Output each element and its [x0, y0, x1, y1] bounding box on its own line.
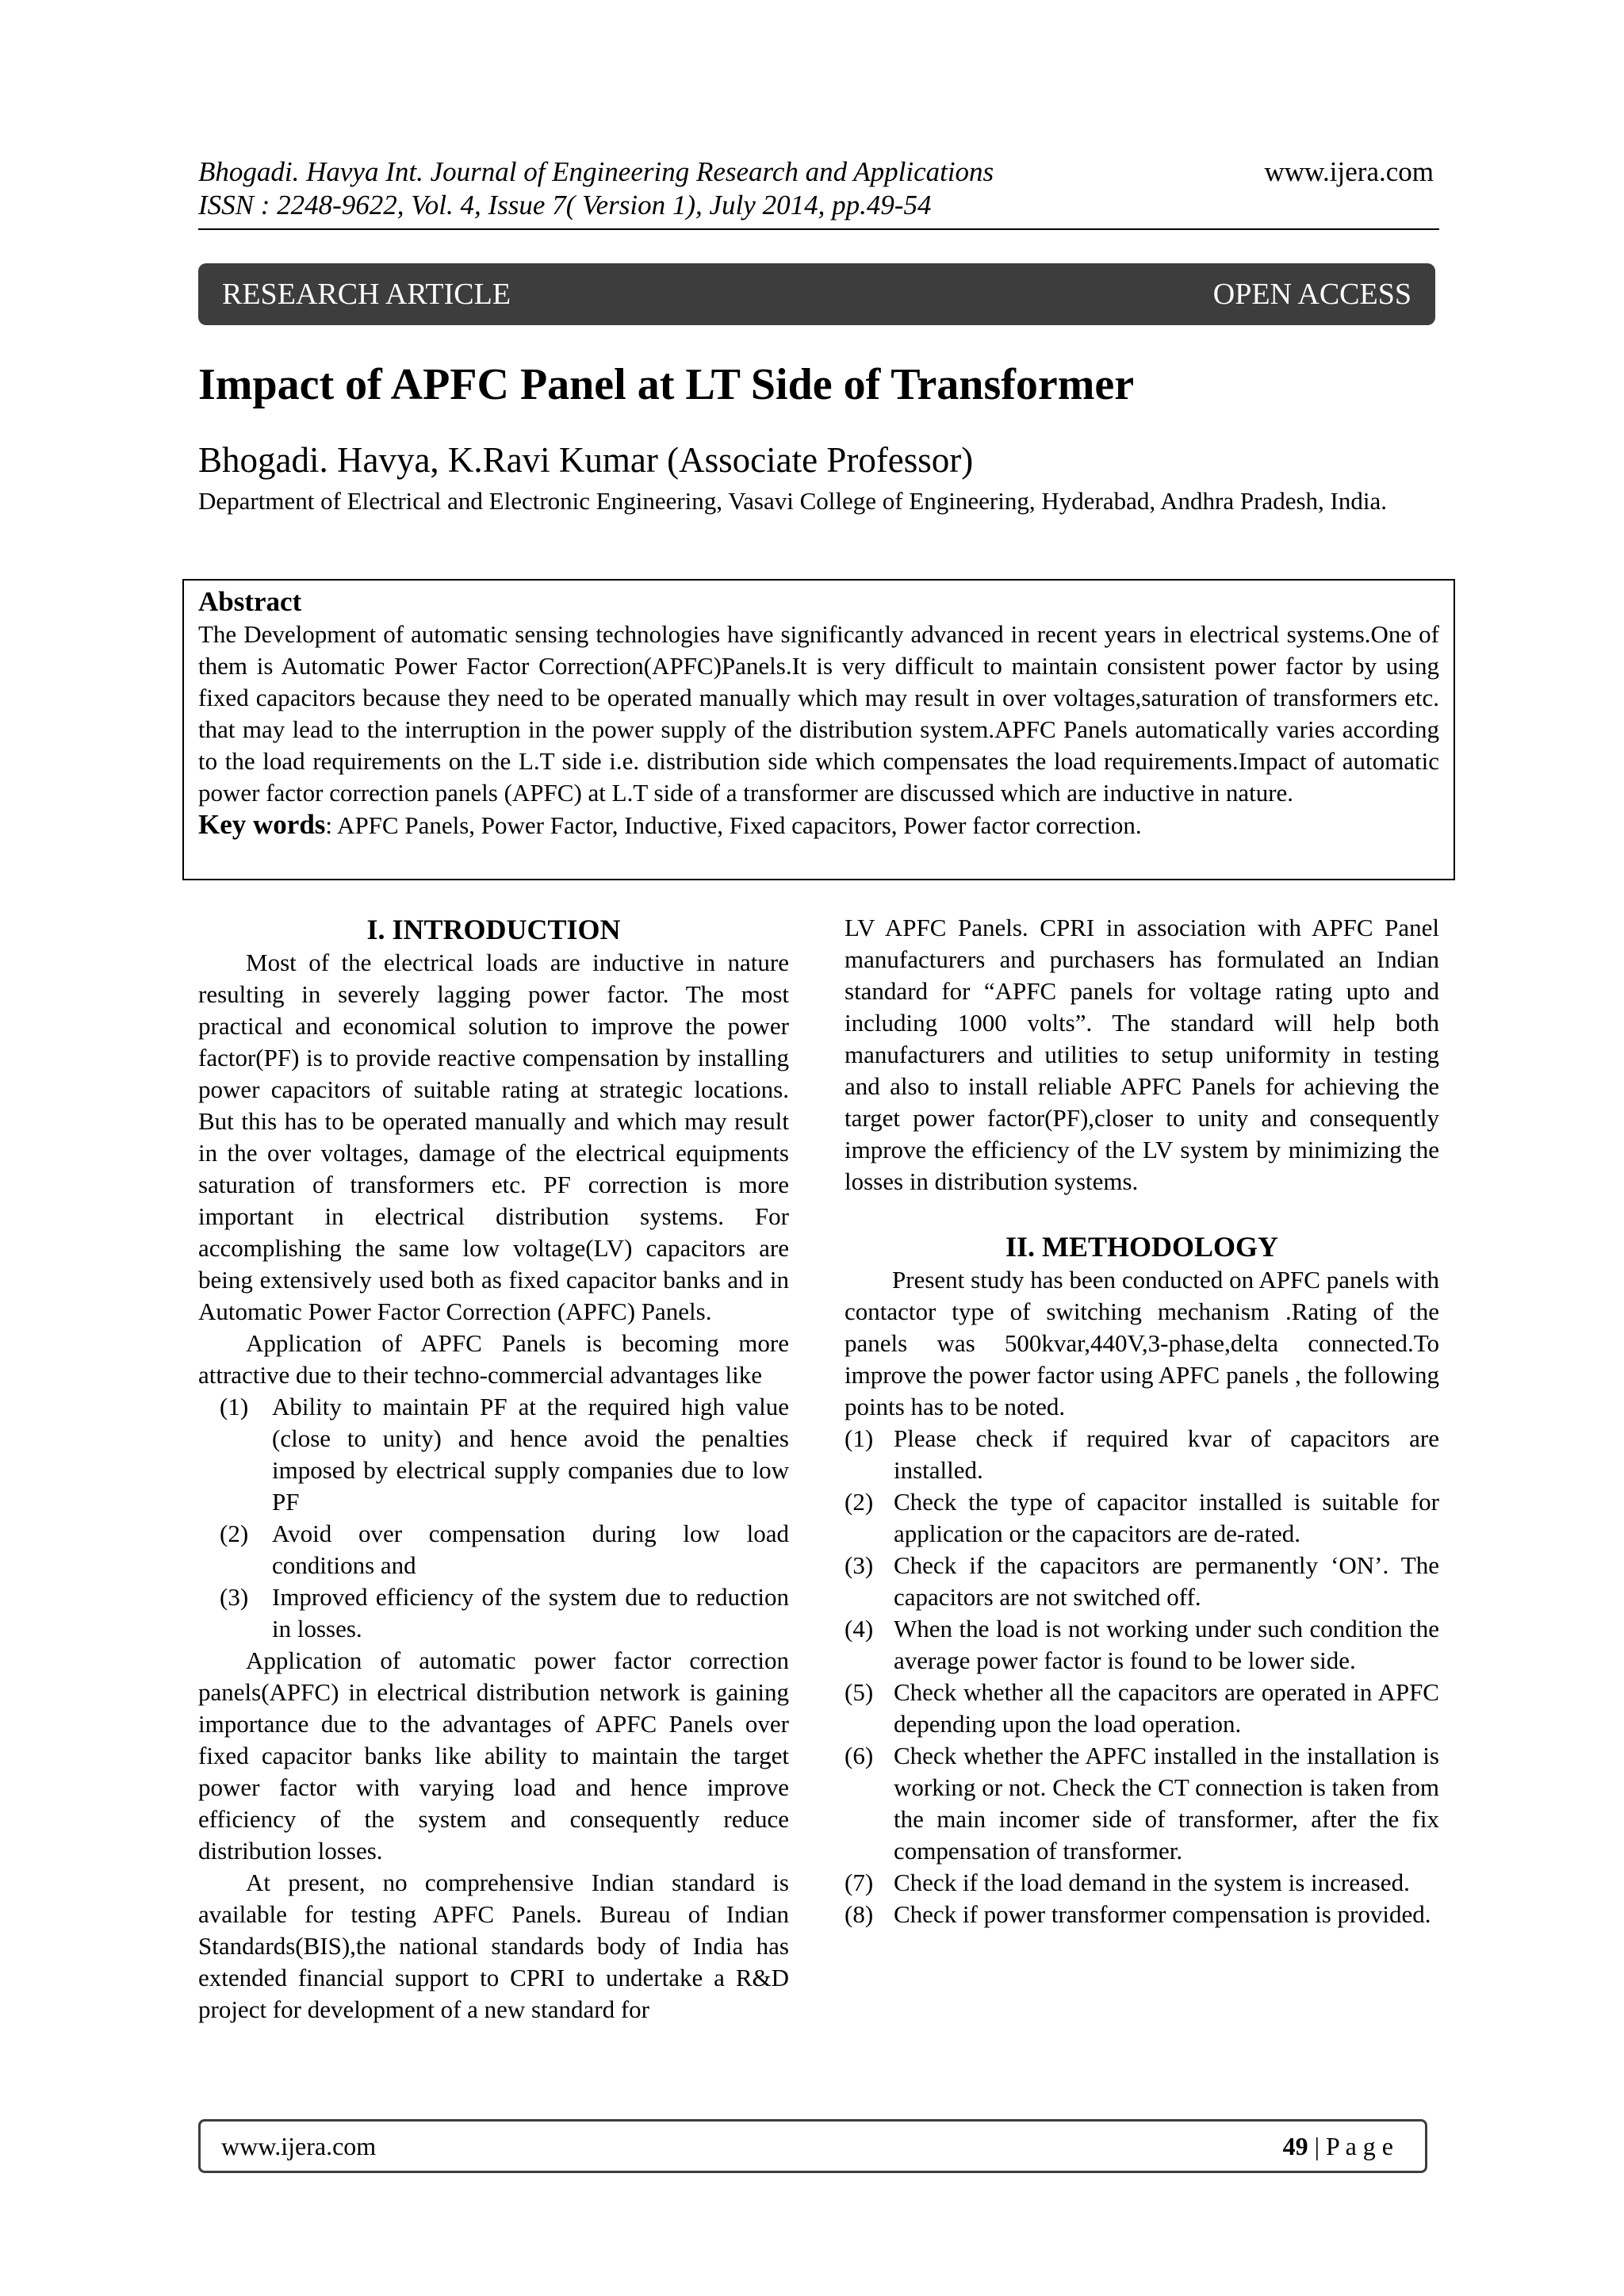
header-website-link[interactable]: www.ijera.com: [1264, 156, 1434, 187]
keywords-label: Key words: [198, 809, 326, 840]
page-number: [1283, 2132, 1393, 2161]
open-access-label: OPEN ACCESS: [1212, 278, 1411, 311]
intro-paragraph-2: Application of APFC Panels is becoming more attractive due to their techno-commercial advantages like: [198, 1329, 789, 1389]
list-item: (6) Check whether the APFC installed in the installation is working or not. Check the CT connection is taken from the main incomer side of transformer, after the fix compensation of transformer.: [845, 1742, 1439, 1865]
checklist: [845, 1423, 1439, 1930]
abstract-heading: Abstract: [198, 586, 302, 617]
left-column: [198, 912, 789, 2026]
list-item: (8) Check if power transformer compensation is provided.: [845, 1900, 1431, 1928]
abstract-box: [182, 579, 1455, 880]
intro-paragraph-1: Most of the electrical loads are inductive in nature resulting in severely lagging power factor. The most practical and economical solution to improve the power factor(PF) is to provide reactive compensation by installing power capacitors of suitable rating at strategic locations. But this has to be operated manually and which may result in the over voltages, damage of the electrical equipments saturation of transformers etc. PF correction is more important in electrical distribution systems. For accomplishing the same low voltage(LV) capacitors are being extensively used both as fixed capacitor banks and in Automatic Power Factor Correction (APFC) Panels.: [198, 949, 789, 1325]
intro-paragraph-4-continued: LV APFC Panels. CPRI in association with APFC Panel manufacturers and purchasers has formulated an Indian standard for “APFC panels for voltage rating upto and including 1000 volts”. The standard will help both manufacturers and utilities to setup uniformity in testing and also to install reliable APFC Panels for achieving the target power factor(PF),closer to unity and consequently improve the efficiency of the LV system by minimizing the losses in distribution systems.: [845, 914, 1439, 1195]
footer-website-link[interactable]: www.ijera.com: [221, 2131, 377, 2160]
page-label: | P a g e: [1308, 2131, 1393, 2160]
advantages-list: [198, 1391, 789, 1645]
page-footer: [198, 2119, 1427, 2173]
list-item: (4) When the load is not working under such condition the average power factor is found to be lower side.: [845, 1615, 1439, 1674]
list-item: (2) Avoid over compensation during low load conditions and: [220, 1520, 789, 1579]
section-spacer: [845, 1198, 1439, 1229]
header-divider: [198, 228, 1439, 230]
abstract-text: The Development of automatic sensing technologies have significantly advanced in recent years in electrical systems.One of them is Automatic Power Factor Correction(APFC)Panels.It is very difficult to maintain consistent power factor by using fixed capacitors because they need to be operated manually which may result in over voltages,saturation of transformers etc. that may lead to the interruption in the power supply of the distribution system.APFC Panels automatically varies according to the load requirements on the L.T side i.e. distribution side which compensates the load requirements.Impact of automatic power factor correction panels (APFC) at L.T side of a transformer are discussed which are inductive in nature.: [198, 620, 1439, 807]
keywords-text: : APFC Panels, Power Factor, Inductive, Fixed capacitors, Power factor correction.: [325, 811, 1142, 839]
intro-paragraph-4: At present, no comprehensive Indian standard is available for testing APFC Panels. Bureau of Indian Standards(BIS),the national standards body of India has extended financial support to CPRI to undertake a R&D project for development of a new standard for: [198, 1869, 789, 2023]
journal-line-2: ISSN : 2248-9622, Vol. 4, Issue 7( Version 1), July 2014, pp.49-54: [198, 190, 932, 220]
list-item: (3) Improved efficiency of the system due to reduction in losses.: [220, 1583, 789, 1642]
list-item: (2) Check the type of capacitor installed is suitable for application or the capacitors are de-rated.: [845, 1488, 1439, 1547]
list-item: (1) Please check if required kvar of capacitors are installed.: [845, 1424, 1439, 1484]
list-item: (7) Check if the load demand in the system is increased.: [845, 1869, 1410, 1896]
author-affiliation: Department of Electrical and Electronic Engineering, Vasavi College of Engineering, Hyderabad, Andhra Pradesh, India.: [198, 487, 1387, 515]
journal-line-1: Bhogadi. Havya Int. Journal of Engineering Research and Applications: [198, 156, 994, 187]
intro-heading: I. INTRODUCTION: [366, 914, 621, 945]
article-type-banner: [198, 263, 1435, 325]
methodology-heading: II. METHODOLOGY: [1005, 1231, 1279, 1263]
intro-paragraph-3: Application of automatic power factor correction panels(APFC) in electrical distribution network is gaining importance due to the advantages of APFC Panels over fixed capacitor banks like ability to maintain the target power factor with varying load and hence improve efficiency of the system and consequently reduce distribution losses.: [198, 1646, 789, 1865]
research-article-label: RESEARCH ARTICLE: [222, 278, 511, 311]
list-item: (1) Ability to maintain PF at the required high value (close to unity) and hence avoid the penalties imposed by electrical supply companies due to low PF: [220, 1393, 789, 1516]
page-number-value: 49: [1282, 2131, 1308, 2160]
paper-authors: Bhogadi. Havya, K.Ravi Kumar (Associate Professor): [198, 440, 974, 480]
methodology-paragraph-1: Present study has been conducted on APFC panels with contactor type of switching mechanism .Rating of the panels was 500kvar,440V,3-phase,delta connected.To improve the power factor using APFC panels , the following points has to be noted.: [845, 1266, 1439, 1420]
journal-citation: [198, 155, 994, 222]
paper-title: Impact of APFC Panel at LT Side of Transformer: [198, 360, 1135, 409]
right-column: [845, 912, 1439, 1930]
keywords-line: [198, 809, 1439, 841]
list-item: (3) Check if the capacitors are permanently ‘ON’. The capacitors are not switched off.: [845, 1551, 1439, 1611]
list-item: (5) Check whether all the capacitors are operated in APFC depending upon the load operation.: [845, 1678, 1439, 1738]
